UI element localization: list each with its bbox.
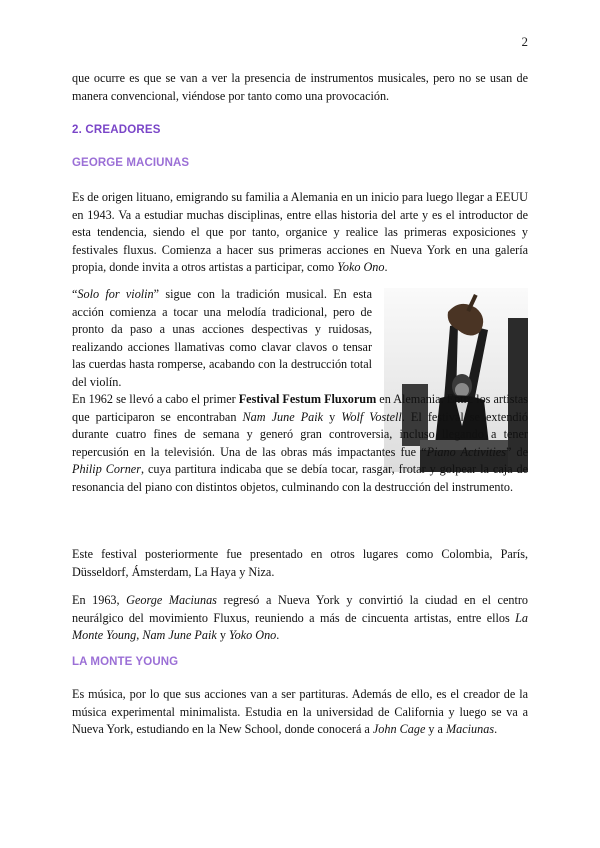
- paragraph-text: En 1963,: [72, 593, 127, 607]
- paragraph-text: y: [216, 628, 229, 643]
- artist-name: George Maciunas: [126, 593, 217, 607]
- maciunas-paragraph-festival: [72, 391, 528, 497]
- intro-paragraph: que ocurre es que se van a ver la presencia de instrumentos musicales, pero no se usan de manera convencional, viéndose por tanto como una provocación.: [72, 71, 528, 103]
- paragraph-text: . El festival se extendió durante cuatro fines de semana y generó gran controversia, incluso llegando a tener repercusión en la televisión. Una de las obras más impactantes fue “: [72, 409, 528, 459]
- young-paragraph: [72, 686, 528, 739]
- paragraph-text: en Alemania. Entre los artistas que participaron se encontraban: [72, 392, 528, 424]
- paragraph-text: y: [323, 409, 342, 424]
- artist-name: Nam June Paik: [142, 628, 217, 643]
- subheading-la-monte-young: LA MONTE YOUNG: [72, 656, 179, 668]
- paragraph-text: .: [276, 628, 280, 643]
- paragraph-text: En 1962 se llevó a cabo el primer: [72, 392, 239, 406]
- paragraph-text: “: [72, 287, 78, 301]
- maciunas-paragraph-solo-for-violin: [72, 286, 372, 392]
- section-heading: 2. CREADORES: [72, 124, 161, 136]
- artist-name: Maciunas: [446, 722, 495, 737]
- artist-name: John Cage: [372, 722, 426, 737]
- subheading-george-maciunas: GEORGE MACIUNAS: [72, 157, 190, 169]
- artist-name: Yoko Ono: [337, 260, 385, 275]
- paragraph-text: .: [384, 260, 388, 275]
- maciunas-paragraph-new-york: [72, 592, 528, 645]
- paragraph-text: .: [494, 722, 498, 737]
- artist-name: Philip Corner: [72, 462, 141, 477]
- artist-name: La Monte Young: [72, 610, 528, 643]
- artist-name: Yoko Ono: [228, 628, 277, 643]
- page-number: 2: [521, 34, 528, 49]
- artist-name: Wolf Vostell: [341, 409, 402, 424]
- paragraph-text: ” de: [505, 444, 528, 459]
- paragraph-text: y a: [425, 722, 447, 737]
- paragraph-text: ,: [136, 628, 143, 643]
- paragraph-text: , cuya partitura indicaba que se debía tocar, rasgar, frotar y golpear la caja de resonancia del piano con distintos objetos, culminando con la destrucción del instrumento.: [72, 462, 528, 494]
- maciunas-paragraph-origin: [72, 189, 528, 277]
- work-title: Piano Activities: [426, 444, 506, 459]
- paragraph-text: regresó a Nueva York y convirtió la ciudad en el centro neurálgico del movimiento Fluxus, reuniendo a más de cincuenta artistas, entre ellos: [72, 593, 528, 625]
- artist-name: Nam June Paik: [242, 409, 324, 424]
- paragraph-text: ” sigue con la tradición musical. En esta acción comienza a tocar una melodía tradicional, pero de pronto da paso a unas acciones despectivas y ruidosas, realizando acciones llamativas como clavar clavos o tensar las cuerdas hasta romperse, acabando con la destrucción total del violín.: [72, 287, 372, 389]
- work-title: Solo for violin: [77, 287, 154, 301]
- paragraph-text: Es música, por lo que sus acciones van a ser partituras. Además de ello, es el creador de la música experimental minimalista. Estudia en la universidad de California y luego se va a Nueva York, estudiando en la New School, donde conocerá a: [72, 687, 528, 737]
- festival-name: Festival Festum Fluxorum: [238, 392, 377, 406]
- paragraph-text: Es de origen lituano, emigrando su familia a Alemania en un inicio para luego llegar a EEUU en 1943. Va a estudiar muchas disciplinas, entre ellas historia del arte y es el introductor de esta tendencia, siendo el que por tanto, organice y realice las primeras exposiciones y festivales fluxus. Comienza a hacer sus primeras acciones en Nueva York en una galería propia, donde invita a otros artistas a participar, como: [72, 190, 528, 275]
- maciunas-paragraph-tour: Este festival posteriormente fue presentado en otros lugares como Colombia, París, Düsseldorf, Ámsterdam, La Haya y Niza.: [72, 547, 528, 579]
